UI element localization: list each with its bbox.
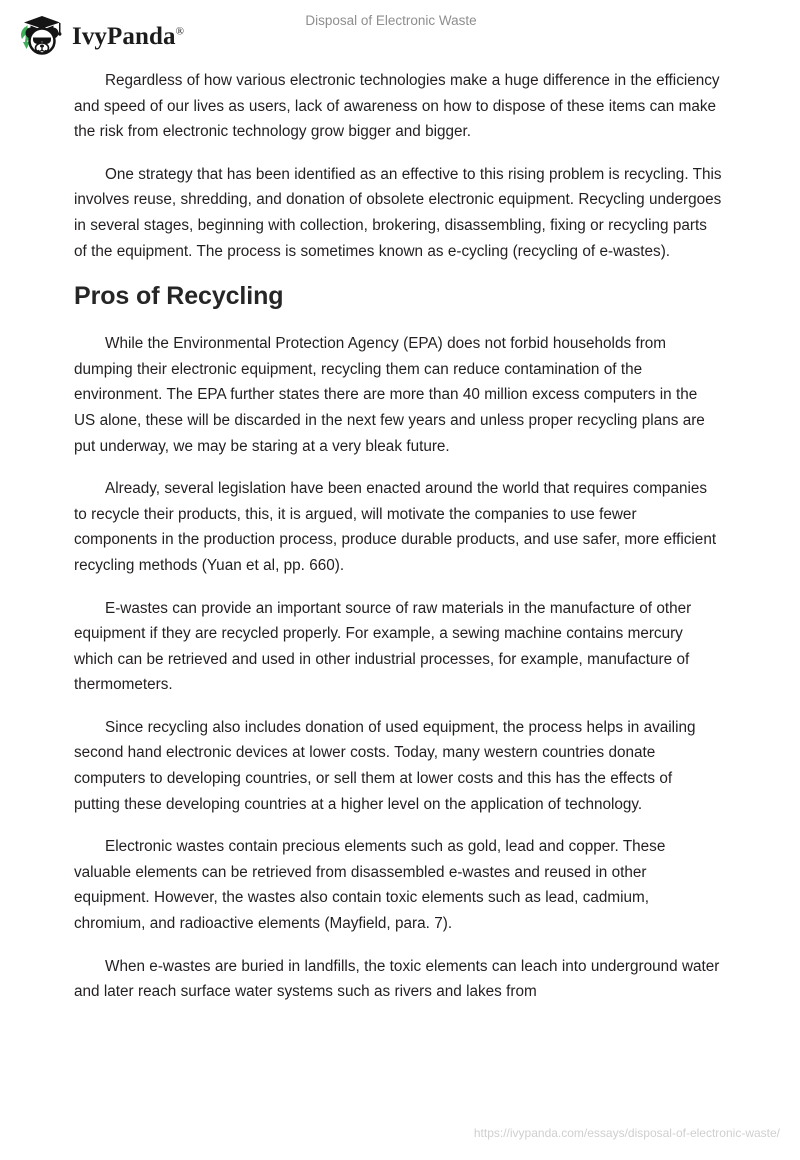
paragraph: Already, several legislation have been enacted around the world that requires companies to recycle their products, this, it is argued, will motivate the companies to use fewer components in the production process, produce durable products, and use safer, more efficient recycling methods (Yuan et al, pp. 660). (74, 480, 717, 574)
registered-trademark-icon: ® (175, 25, 185, 38)
page-footer (0, 1114, 800, 1160)
paragraph: One strategy that has been identified as an effective to this rising problem is recycling. This involves reuse, shredding, and donation of obsolete electronic equipment. Recycling undergoes in several stages, beginning with collection, brokering, disassembling, fixing or recycling parts of the equipment. The process is sometimes known as e-cycling (recycling of e-wastes). (74, 165, 722, 260)
document-body (74, 68, 722, 1022)
source-url-link[interactable]: https://ivypanda.com/essays/disposal-of-electronic-waste/ (473, 1126, 780, 1140)
page-title: Disposal of Electronic Waste (305, 13, 477, 28)
page-header (0, 0, 800, 62)
paragraph: When e-wastes are buried in landfills, the toxic elements can leach into underground water and later reach surface water systems such as rivers and lakes from (74, 957, 720, 1001)
paragraph: Since recycling also includes donation of used equipment, the process helps in availing second hand electronic devices at lower costs. Today, many western countries donate computers to developing countries, or sell them at lower costs and this has the effects of putting these developing countries at a higher level on the application of technology. (74, 718, 696, 813)
brand-name-text: IvyPanda (72, 22, 176, 50)
paragraph: Electronic wastes contain precious elements such as gold, lead and copper. These valuable elements can be retrieved from disassembled e-wastes and reused in other equipment. However, the wastes also contain toxic elements such as lead, cadmium, chromium, and radioactive elements (Mayfield, para. 7). (74, 838, 666, 933)
section-heading: Pros of Recycling (74, 282, 284, 311)
paragraph: E-wastes can provide an important source of raw materials in the manufacture of other equipment if they are recycled properly. For example, a sewing machine contains mercury which can be retrieved and used in other industrial processes, for example, manufacture of thermometers. (74, 599, 692, 694)
paragraph: While the Environmental Protection Agency (EPA) does not forbid households from dumping their electronic equipment, recycling them can reduce contamination of the environment. The EPA further states there are more than 40 million excess computers in the US alone, these will be discarded in the next few years and unless proper recycling plans are put underway, we may be staring at a very bleak future. (74, 335, 705, 455)
paragraph: Regardless of how various electronic technologies make a huge difference in the efficiency and speed of our lives as users, lack of awareness on how to dispose of these items can make the risk from electronic technology grow bigger and bigger. (74, 72, 720, 141)
